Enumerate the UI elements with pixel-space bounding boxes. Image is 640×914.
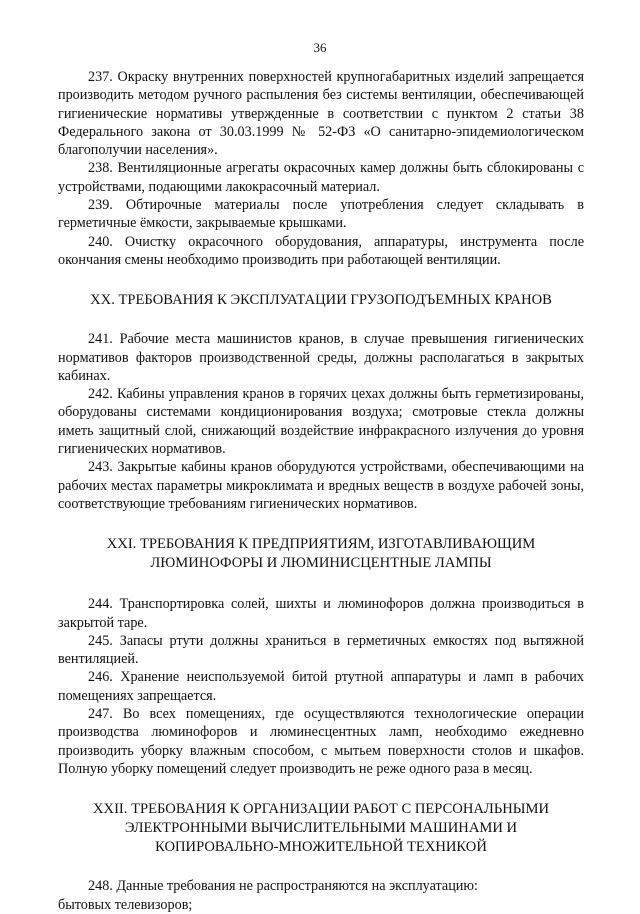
paragraph-243: 243. Закрытые кабины кранов оборудуются устройствами, обеспечивающими на рабочих местах параметры микроклимата и вредных веществ в воздухе рабочей зоны, соответствующие требованиям гигиенических нормативов.	[58, 459, 584, 512]
paragraph-240: 240. Очистку окрасочного оборудования, аппаратуры, инструмента после окончания смены необходимо производить при работающей вентиляции.	[58, 233, 584, 268]
section-heading-xx: XX. ТРЕБОВАНИЯ К ЭКСПЛУАТАЦИИ ГРУЗОПОДЪЕМНЫХ КРАНОВ	[90, 292, 552, 309]
paragraph-241: 241. Рабочие места машинистов кранов, в случае превышения гигиенических нормативов факторов производственной среды, должны располагаться в закрытых кабинах.	[58, 331, 584, 384]
paragraph-239: 239. Обтирочные материалы после употребления следует складывать в герметичные ёмкости, закрываемые крышками.	[58, 197, 584, 232]
paragraph-245: 245. Запасы ртути должны храниться в герметичных емкостях под вытяжной вентиляцией.	[58, 632, 584, 668]
paragraph-238: 238. Вентиляционные агрегаты окрасочных камер должны быть сблокированы с устройствами, подающими лакокрасочный материал.	[58, 160, 584, 195]
document-body	[58, 68, 584, 914]
list-item-tv: бытовых телевизоров;	[58, 896, 193, 913]
paragraph-246: 246. Хранение неиспользуемой битой ртутной аппаратуры и ламп в рабочих помещениях запрещается.	[58, 669, 584, 704]
paragraph-248: 248. Данные требования не распространяются на эксплуатацию:	[88, 878, 478, 895]
paragraph-237: 237. Окраску внутренних поверхностей крупногабаритных изделий запрещается производить методом ручного распыления без системы вентиляции, обеспечивающей гигиенические нормативы утвержденные в соответствии с пунктом 2 статьи 38 Федерального закона от 30.03.1999 № 52-ФЗ «О санитарно-эпидемиологическом благополучии населения».	[58, 69, 584, 159]
paragraph-242: 242. Кабины управления кранов в горячих цехах должны быть герметизированы, оборудованы системами кондиционирования воздуха; смотровые стекла должны иметь защитный слой, снижающий воздействие инфракрасного излучения до уровня гигиенических нормативов.	[58, 386, 584, 458]
section-heading-xxi: XXI. ТРЕБОВАНИЯ К ПРЕДПРИЯТИЯМ, ИЗГОТАВЛИВАЮЩИМ ЛЮМИНОФОРЫ И ЛЮМИНИСЦЕНТНЫЕ ЛАМПЫ	[106, 536, 536, 572]
paragraph-244: 244. Транспортировка солей, шихты и люминофоров должна производиться в закрытой таре.	[58, 596, 584, 631]
paragraph-247: 247. Во всех помещениях, где осуществляются технологические операции производства люминофоров и люминесцентных ламп, необходимо ежедневно производить уборку влажным способом, с мытьем поверхности столов и шкафов. Полную уборку помещений следует производить не реже одного раза в месяц.	[58, 706, 584, 777]
section-heading-xxii: XXII. ТРЕБОВАНИЯ К ОРГАНИЗАЦИИ РАБОТ С ПЕРСОНАЛЬНЫМИ ЭЛЕКТРОННЫМИ ВЫЧИСЛИТЕЛЬНЫМИ МАШИНАМИ И КОПИРОВАЛЬНО-МНОЖИТЕЛЬНОЙ ТЕХНИКОЙ	[92, 801, 549, 856]
page-number: 36	[313, 40, 327, 55]
